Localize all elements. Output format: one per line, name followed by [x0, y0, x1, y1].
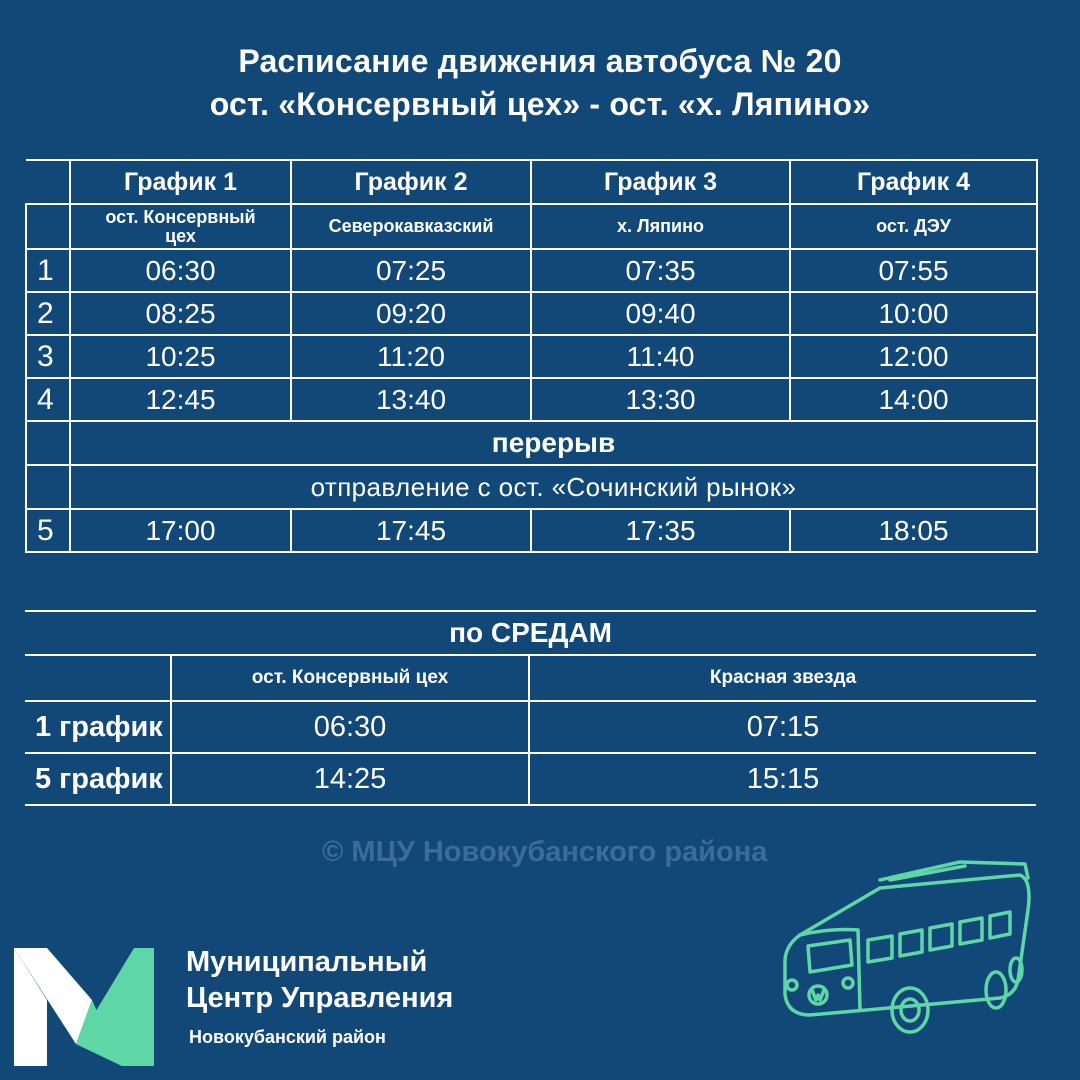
row-number: 2	[26, 292, 70, 335]
schedule-table	[25, 159, 1038, 553]
break-row	[26, 421, 1037, 465]
column-stop: Северокавказский	[291, 204, 531, 249]
time-cell: 18:05	[790, 509, 1037, 552]
time-cell: 15:15	[529, 753, 1036, 805]
column-header: График 1	[70, 160, 291, 204]
table-row	[26, 378, 1037, 421]
time-cell: 14:00	[790, 378, 1037, 421]
corner-cell	[26, 465, 70, 509]
time-cell: 07:15	[529, 701, 1036, 753]
time-cell: 07:25	[291, 249, 531, 292]
column-header: График 3	[531, 160, 790, 204]
table-row	[25, 701, 1036, 753]
time-cell: 07:55	[790, 249, 1037, 292]
table-row	[26, 292, 1037, 335]
time-cell: 06:30	[171, 701, 529, 753]
departure-label: отправление с ост. «Сочинский рынок»	[70, 465, 1037, 509]
schedule-header-row	[26, 160, 1037, 204]
time-cell: 09:40	[531, 292, 790, 335]
row-number: 1	[26, 249, 70, 292]
schedule-stop-row	[26, 204, 1037, 249]
time-cell: 10:25	[70, 335, 291, 378]
corner-cell	[26, 160, 70, 204]
table-row	[26, 509, 1037, 552]
time-cell: 13:40	[291, 378, 531, 421]
time-cell: 17:35	[531, 509, 790, 552]
column-header: График 2	[291, 160, 531, 204]
time-cell: 06:30	[70, 249, 291, 292]
corner-cell	[26, 421, 70, 465]
org-name	[186, 944, 453, 1016]
schedule-label: 1 график	[25, 701, 171, 753]
corner-cell	[26, 204, 70, 249]
title-line-1: Расписание движения автобуса № 20	[238, 43, 842, 79]
column-stop: ост. Консервный цех	[70, 204, 291, 249]
row-number: 5	[26, 509, 70, 552]
wednesday-table	[25, 610, 1036, 806]
time-cell: 11:40	[531, 335, 790, 378]
wednesday-stop-row	[25, 655, 1036, 701]
time-cell: 12:00	[790, 335, 1037, 378]
departure-row	[26, 465, 1037, 509]
time-cell: 14:25	[171, 753, 529, 805]
org-name-line-2: Центр Управления	[186, 982, 454, 1014]
row-number: 3	[26, 335, 70, 378]
schedule-label: 5 график	[25, 753, 171, 805]
time-cell: 17:00	[70, 509, 291, 552]
time-cell: 07:35	[531, 249, 790, 292]
table-row	[26, 249, 1037, 292]
bus-illustration-icon	[770, 850, 1040, 1055]
title-line-2: ост. «Консервный цех» - ост. «х. Ляпино»	[209, 86, 871, 122]
table-row	[25, 753, 1036, 805]
table-row	[26, 335, 1037, 378]
wednesday-title: по СРЕДАМ	[25, 611, 1036, 655]
org-district: Новокубанский район	[189, 1027, 386, 1047]
column-stop: х. Ляпино	[531, 204, 790, 249]
corner-cell	[25, 655, 171, 701]
break-label: перерыв	[70, 421, 1037, 465]
column-header: График 4	[790, 160, 1037, 204]
time-cell: 09:20	[291, 292, 531, 335]
wednesday-header-row	[25, 611, 1036, 655]
time-cell: 10:00	[790, 292, 1037, 335]
page-title	[0, 40, 1080, 126]
time-cell: 08:25	[70, 292, 291, 335]
wednesday-stop: Красная звезда	[529, 655, 1036, 701]
time-cell: 11:20	[291, 335, 531, 378]
copyright-watermark: © МЦУ Новокубанского района	[322, 836, 768, 868]
time-cell: 17:45	[291, 509, 531, 552]
wednesday-stop: ост. Консервный цех	[171, 655, 529, 701]
mcu-logo-icon	[14, 948, 154, 1071]
row-number: 4	[26, 378, 70, 421]
time-cell: 13:30	[531, 378, 790, 421]
org-name-line-1: Муниципальный	[186, 946, 428, 978]
time-cell: 12:45	[70, 378, 291, 421]
column-stop: ост. ДЭУ	[790, 204, 1037, 249]
